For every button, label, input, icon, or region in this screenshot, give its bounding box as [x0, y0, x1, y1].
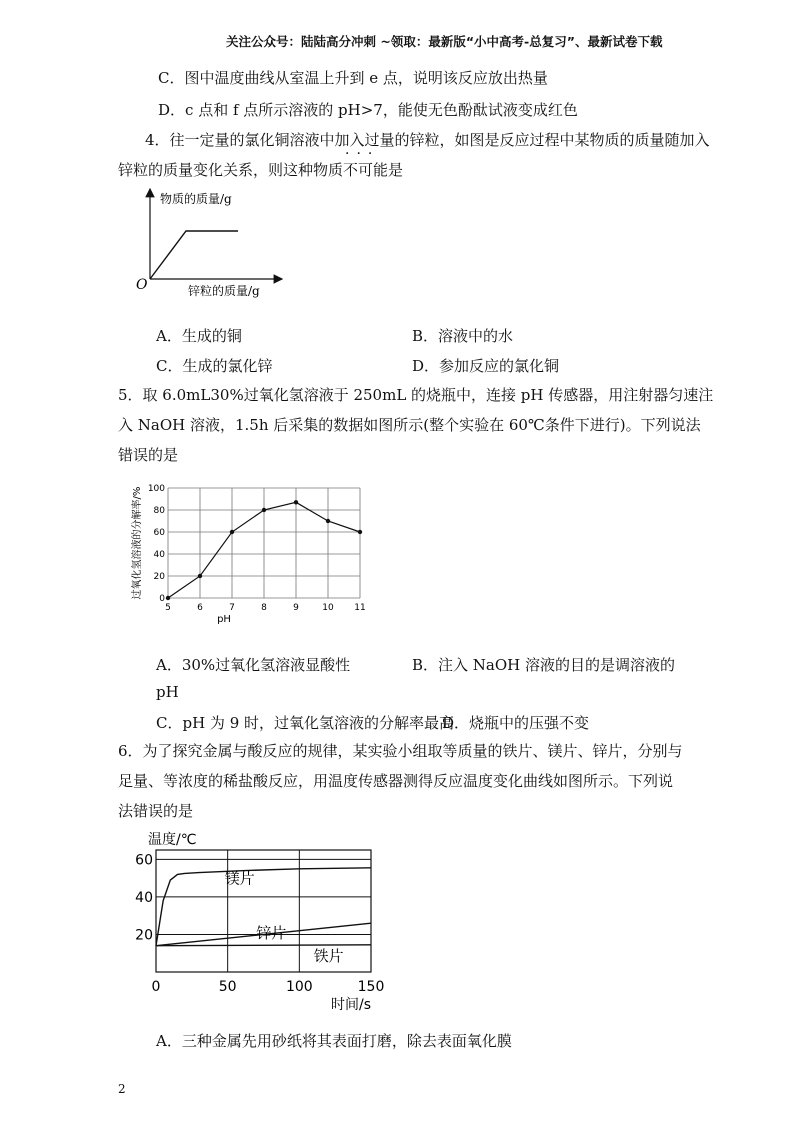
q4-origin: O: [136, 277, 148, 293]
ph-data-point: [358, 530, 362, 534]
q4-option-a: A．生成的铜: [156, 327, 242, 345]
prev-option-c: C．图中温度曲线从室温上升到 e 点，说明该反应放出热量: [158, 69, 548, 87]
temp-series-label: 镁片: [224, 869, 255, 888]
q4-stem-line1: 4．往一定量的氯化铜溶液中加入过量的锌粒，如图是反应过程中某物质的质量随加入: [145, 131, 710, 149]
q6-option-a: A．三种金属先用砂纸将其表面打磨，除去表面氧化膜: [156, 1032, 512, 1050]
ph-xtick-label: 9: [293, 603, 299, 613]
ph-xtick-label: 11: [354, 603, 366, 613]
q4-stem-line2: 锌粒的质量变化关系，则这种物质不可能是: [118, 161, 404, 179]
ph-ylabel: 过氧化氢溶液的分解率/%: [132, 486, 143, 600]
ph-data-point: [262, 508, 266, 512]
ph-data-point: [230, 530, 234, 534]
ph-ytick-label: 100: [147, 484, 165, 494]
ph-xtick-label: 8: [261, 603, 267, 613]
page-header: 关注公众号：陆陆高分冲刺 ~领取：最新版“小中高考-总复习”、最新试卷下载: [226, 34, 663, 49]
q6-stem-line3: 法错误的是: [118, 802, 194, 820]
temp-xtick-label: 0: [151, 979, 161, 995]
q4-curve: [150, 231, 238, 279]
q4-ylabel: 物质的质量/g: [160, 192, 232, 206]
temp-xtick-label: 50: [218, 979, 237, 995]
ph-xtick-label: 5: [165, 603, 171, 613]
ph-ytick-label: 80: [153, 506, 165, 516]
q4-option-c: C．生成的氯化锌: [156, 357, 273, 375]
q4-emphasis-dots: ···: [345, 146, 380, 162]
ph-xtick-label: 7: [229, 603, 235, 613]
ph-data-point: [294, 500, 298, 504]
temp-ytick-label: 60: [135, 852, 153, 869]
q5-stem-line1: 5．取 6.0mL30%过氧化氢溶液于 250mL 的烧瓶中，连接 pH 传感器，用注射器匀速注: [118, 386, 714, 404]
temp-ytick-label: 40: [135, 889, 153, 906]
ph-grid: [168, 488, 360, 598]
q5-option-a: A．30%过氧化氢溶液显酸性: [156, 656, 351, 674]
q4-option-d: D．参加反应的氯化铜: [412, 357, 560, 375]
q5-option-d: D．烧瓶中的压强不变: [442, 714, 590, 732]
ph-xlabel: pH: [217, 614, 231, 625]
q5-stem-line3: 错误的是: [118, 446, 179, 464]
temp-ylabel: 温度/℃: [148, 832, 197, 848]
q5-option-c: C．pH 为 9 时，过氧化氢溶液的分解率最高: [156, 714, 455, 732]
q4-option-b: B．溶液中的水: [412, 327, 514, 345]
ph-data-point: [198, 574, 202, 578]
q5-stem-line2: 入 NaOH 溶液，1.5h 后采集的数据如图所示(整个实验在 60℃条件下进行)。下列说法: [118, 416, 701, 434]
q5-option-b-cont: pH: [156, 683, 179, 701]
temp-xtick-label: 100: [285, 979, 313, 995]
ph-data-point: [166, 596, 170, 600]
temp-ytick-label: 20: [135, 927, 153, 944]
temp-series-labels: [225, 869, 344, 965]
temp-series-line: [156, 945, 371, 946]
temp-series-label: 锌片: [256, 924, 287, 943]
ph-ytick-label: 20: [153, 572, 165, 582]
temp-series-label: 铁片: [313, 947, 344, 966]
ph-xtick-label: 6: [197, 603, 203, 613]
ph-ytick-label: 0: [159, 594, 165, 604]
q5-option-b: B．注入 NaOH 溶液的目的是调溶液的: [412, 656, 676, 674]
ph-xtick-label: 10: [322, 603, 334, 613]
q6-stem-line1: 6．为了探究金属与酸反应的规律，某实验小组取等质量的铁片、镁片、锌片，分别与: [118, 742, 683, 760]
prev-option-d: D．c 点和 f 点所示溶液的 pH>7，能使无色酚酞试液变成红色: [158, 101, 578, 119]
q4-xlabel: 锌粒的质量/g: [188, 284, 260, 298]
ph-decomposition-chart: [128, 474, 368, 626]
temp-xtick-label: 150: [357, 979, 385, 995]
ph-ytick-label: 60: [153, 528, 165, 538]
ph-data-point: [326, 519, 330, 523]
page-number: 2: [118, 1082, 126, 1096]
temp-xlabel: 时间/s: [331, 997, 372, 1012]
ph-ytick-label: 40: [153, 550, 165, 560]
ph-ticks: [148, 484, 366, 613]
q4-graph: [130, 185, 290, 303]
temperature-chart: [124, 826, 404, 1012]
q6-stem-line2: 足量、等浓度的稀盐酸反应，用温度传感器测得反应温度变化曲线如图所示。下列说: [118, 772, 674, 790]
